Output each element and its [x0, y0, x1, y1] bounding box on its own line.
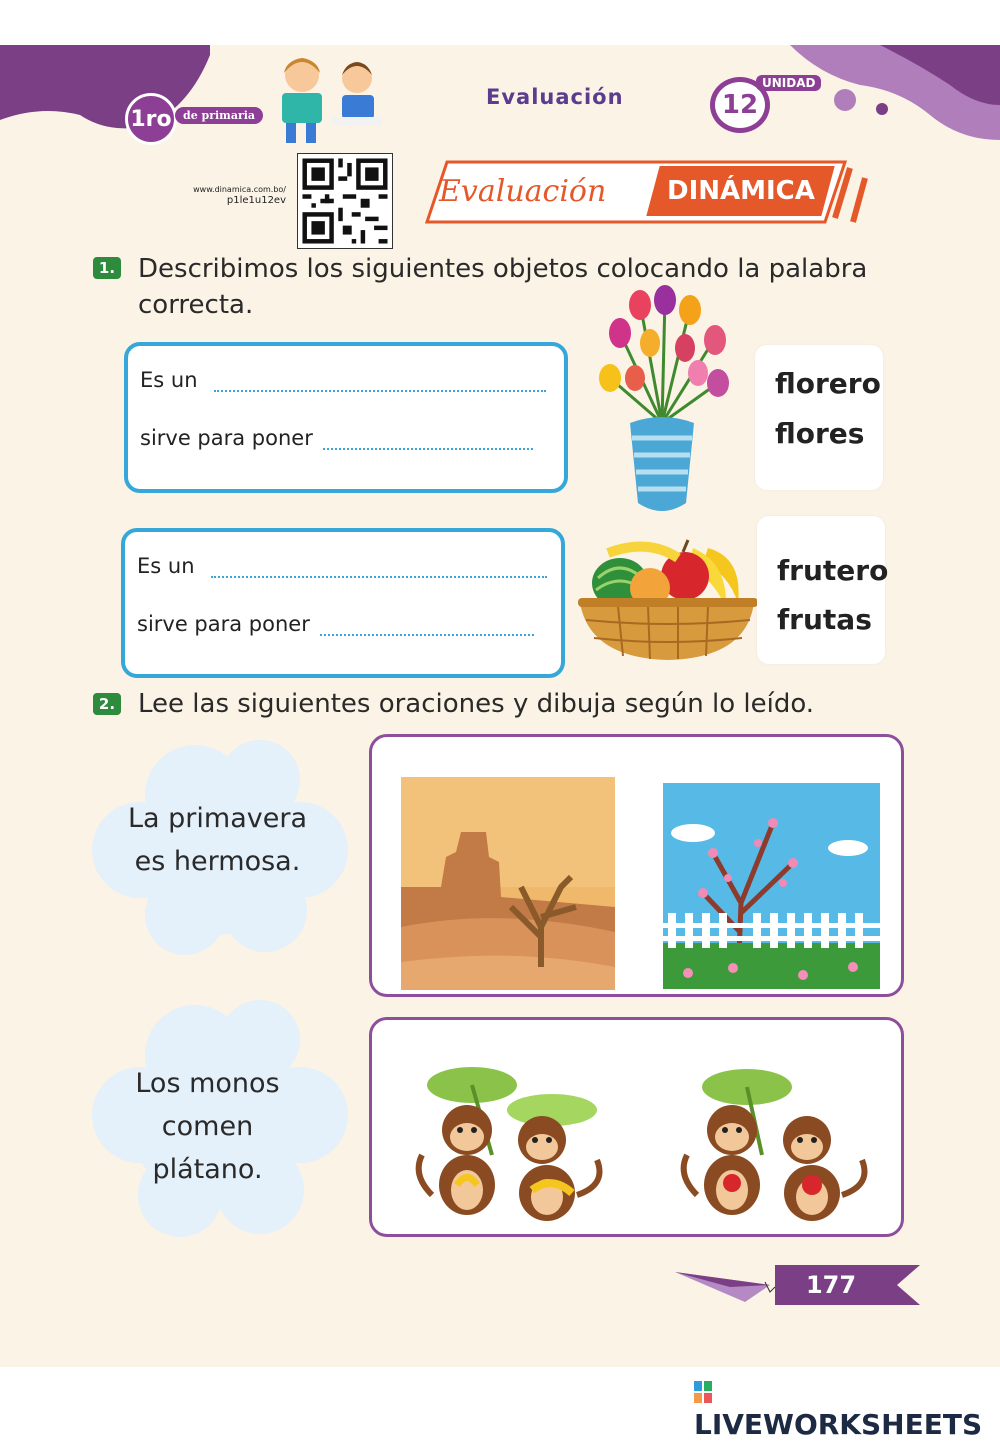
- sentence-2-text: [75, 1062, 340, 1191]
- answer-row-es-un: [140, 368, 546, 392]
- word-option-frutero[interactable]: frutero: [777, 554, 889, 587]
- question-1-number: 1.: [93, 257, 121, 279]
- answer-box-2: [121, 528, 565, 678]
- image-choice-frame-1: [369, 734, 904, 997]
- answer-box-1: [124, 342, 568, 493]
- answer-input-es-un-2[interactable]: [211, 575, 547, 578]
- unit-label: UNIDAD: [756, 75, 821, 91]
- answer-input-es-un[interactable]: [214, 389, 546, 392]
- unit-number-badge: 12: [710, 77, 770, 133]
- qr-code-icon[interactable]: [297, 153, 393, 249]
- sentence-2-line-3: plátano.: [152, 1154, 263, 1185]
- question-2-number: 2.: [93, 693, 121, 715]
- sentence-1-line-1: La primavera: [128, 803, 307, 834]
- image-choice-frame-2: [369, 1017, 904, 1237]
- answer-row-sirve: [140, 426, 533, 450]
- liveworksheets-logo[interactable]: [694, 1375, 1000, 1441]
- sentence-cloud-1: [85, 735, 350, 965]
- page-number: 177: [805, 1271, 857, 1299]
- liveworksheets-text: LIVEWORKSHEETS: [694, 1408, 983, 1441]
- monkeys-eating-bananas-image[interactable]: [412, 1065, 612, 1230]
- fruit-basket-image: [578, 528, 758, 663]
- word-card-1: [755, 345, 883, 490]
- question-1-instruction: Describimos los siguientes objetos colocando la palabra correcta.: [138, 254, 868, 320]
- answer-row-sirve-2: [137, 612, 534, 636]
- prompt-sirve-para-poner: sirve para poner: [140, 426, 313, 450]
- word-option-frutas[interactable]: frutas: [777, 603, 872, 636]
- banner-text-evaluacion: Evaluación: [439, 173, 607, 209]
- sentence-1-line-2: es hermosa.: [134, 846, 301, 877]
- sentence-2-line-2: comen: [161, 1111, 254, 1142]
- liveworksheets-mark-icon: [694, 1377, 712, 1399]
- sentence-cloud-2: [85, 995, 350, 1245]
- prompt-es-un: Es un: [140, 368, 198, 392]
- prompt-sirve-para-poner: sirve para poner: [137, 612, 310, 636]
- spring-tree-scene-image[interactable]: [663, 783, 880, 989]
- page-title: Evaluación: [486, 85, 624, 109]
- prompt-es-un: Es un: [137, 554, 195, 578]
- word-card-2: [757, 516, 889, 664]
- resource-url[interactable]: [186, 184, 286, 206]
- answer-input-sirve[interactable]: [323, 447, 533, 450]
- question-2-instruction: Lee las siguientes oraciones y dibuja según lo leído.: [138, 689, 815, 719]
- kids-reading-illustration: [272, 53, 392, 148]
- monkeys-eating-apples-image[interactable]: [677, 1065, 877, 1230]
- desert-scene-image[interactable]: [401, 777, 615, 990]
- evaluacion-dinamica-banner: [425, 160, 875, 226]
- grade-label: de primaria: [175, 107, 263, 124]
- url-line-1: www.dinamica.com.bo/: [193, 185, 286, 194]
- flower-vase-image: [590, 283, 735, 523]
- answer-row-es-un-2: [137, 554, 547, 578]
- answer-input-sirve-2[interactable]: [320, 633, 534, 636]
- banner-text-dinamica: DINÁMICA: [646, 166, 834, 216]
- worksheet-page: [0, 45, 1000, 1367]
- grade-badge: 1ro: [125, 93, 177, 145]
- sentence-2-line-1: Los monos: [135, 1068, 280, 1099]
- word-option-flores[interactable]: flores: [775, 417, 865, 450]
- url-line-2: p1le1u12ev: [226, 195, 286, 206]
- word-option-florero[interactable]: florero: [775, 367, 881, 400]
- sentence-1-text: [85, 797, 350, 883]
